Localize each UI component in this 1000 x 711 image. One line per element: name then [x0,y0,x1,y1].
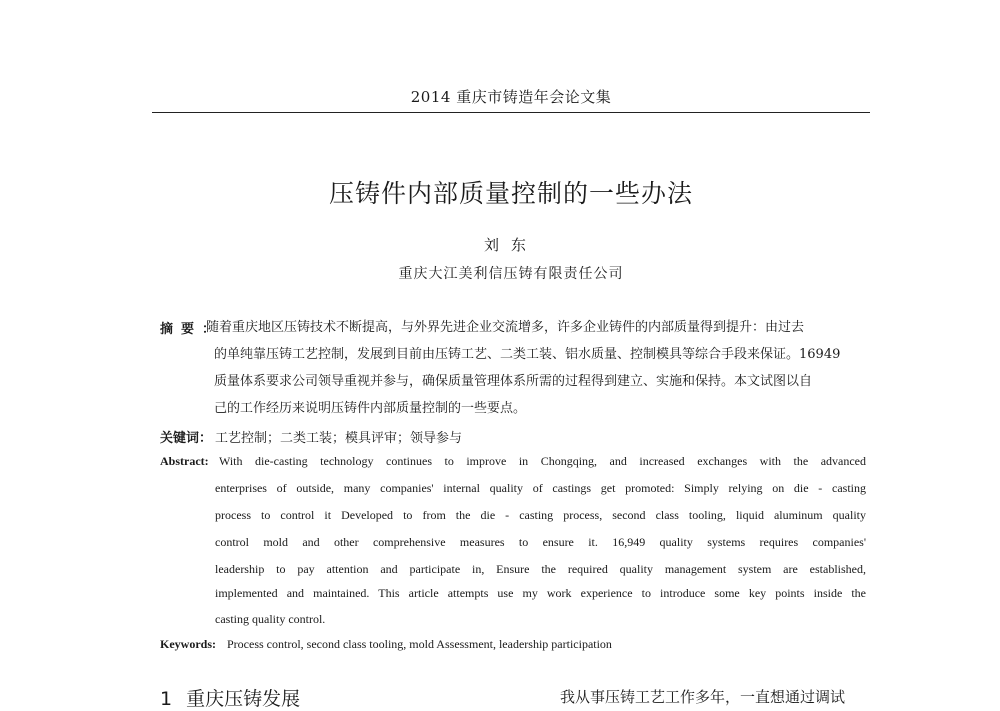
abstract-en-line: With die-casting technology continues to improve in Chongqing, and increased exchanges with the advanced [219,454,866,468]
abstract-cn-line: 己的工作经历来说明压铸件内部质量控制的一些要点。 [214,401,527,416]
author-affiliation: 重庆大江美利信压铸有限责任公司 [398,266,624,282]
section-title: 重庆压铸发展 [186,688,301,710]
abstract-en-line: enterprises of outside, many companies' internal quality of castings get promoted: Simply relying on die - casting [215,481,866,495]
running-header: 2014 重庆市铸造年会论文集 [410,88,612,106]
body-text-start: 我从事压铸工艺工作多年，一直想通过调试 [560,688,846,706]
abstract-cn-line: 质量体系要求公司领导重视并参与，确保质量管理体系所需的过程得到建立、实施和保持。本文试图以自 [214,374,813,389]
abstract-cn-line: 随着重庆地区压铸技术不断提高，与外界先进企业交流增多，许多企业铸件的内部质量得到提升：由过去 [206,320,805,335]
section-heading [160,684,300,711]
abstract-en-label: Abstract: [160,454,209,468]
abstract-cn-label: 摘要： [160,322,224,337]
abstract-en-line: casting quality control. [215,612,326,626]
keywords-cn-text: 工艺控制；二类工装；模具评审；领导参与 [215,431,463,446]
keywords-en-text: Process control, second class tooling, mold Assessment, leadership participation [227,637,612,651]
abstract-en-line: process to control it Developed to from the die - casting process, second class tooling, liquid aluminum quality [215,508,866,522]
section-number: 1 [160,688,173,710]
author-name: 刘东 [483,236,538,254]
paper-title: 压铸件内部质量控制的一些办法 [328,179,693,208]
abstract-en-line: leadership to pay attention and participate in, Ensure the required quality management system are established, [215,562,866,576]
keywords-en-label: Keywords: [160,637,216,651]
abstract-en-line: control mold and other comprehensive measures to ensure it. 16,949 quality systems requires companies' [215,535,866,549]
abstract-en-line: implemented and maintained. This article attempts use my work experience to introduce some key points inside the [215,586,866,600]
abstract-cn-line: 的单纯靠压铸工艺控制，发展到目前由压铸工艺、二类工装、铝水质量、控制模具等综合手段来保证。16949 [214,347,841,362]
keywords-cn-label: 关键词： [160,431,213,446]
header-rule [152,112,870,113]
